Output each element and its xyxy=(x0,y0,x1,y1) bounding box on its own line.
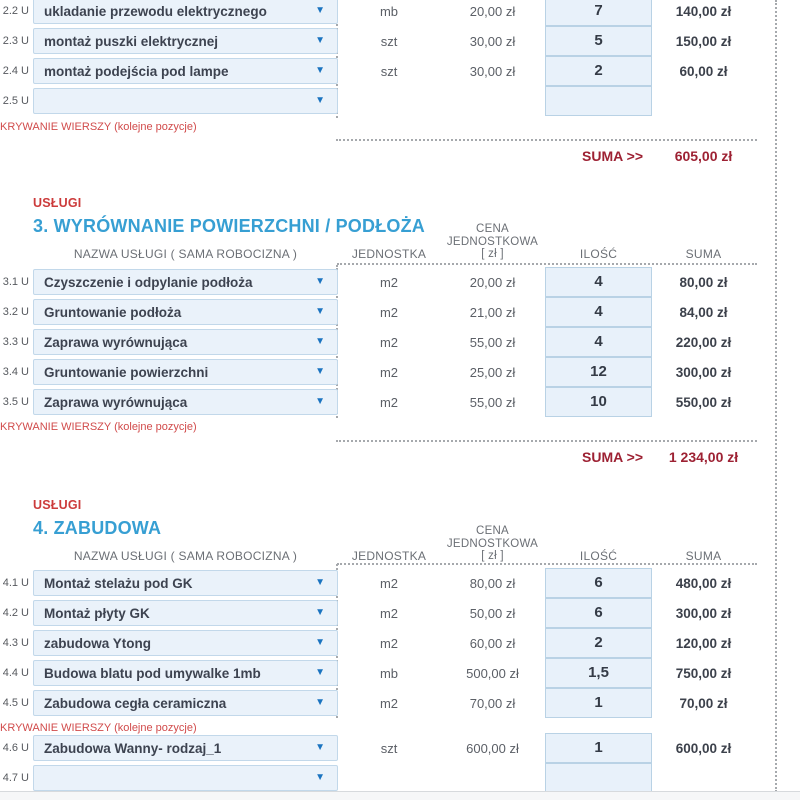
header-quantity: ILOŚĆ xyxy=(579,246,618,261)
header-quantity: ILOŚĆ xyxy=(579,548,618,563)
quantity-input[interactable] xyxy=(545,86,652,116)
table-header-row xyxy=(0,223,755,259)
unit-price-value: 25,00 zł xyxy=(469,364,516,380)
row-number: 4.2 U xyxy=(2,607,29,619)
header-sum: SUMA xyxy=(685,548,722,563)
row-sum-value: 120,00 zł xyxy=(675,635,732,651)
row-number: 3.4 U xyxy=(2,366,29,378)
service-name-label: Gruntowanie powierzchni xyxy=(44,364,209,380)
service-name-label: ukladanie przewodu elektrycznego xyxy=(44,3,267,19)
unit-price-value: 600,00 zł xyxy=(466,740,519,756)
row-sum-value: 60,00 zł xyxy=(679,63,728,79)
table-row xyxy=(0,327,755,357)
row-number: 4.4 U xyxy=(2,667,29,679)
service-name-select[interactable] xyxy=(33,570,338,596)
row-sum-value: 70,00 zł xyxy=(679,695,728,711)
quantity-input[interactable] xyxy=(545,763,652,793)
unit-price-value: 60,00 zł xyxy=(469,635,516,651)
table-row xyxy=(0,733,755,763)
header-unit: JEDNOSTKA xyxy=(351,246,427,261)
header-unit-price-line2: JEDNOSTKOWA xyxy=(446,537,539,550)
service-name-label: montaż podejścia pod lampe xyxy=(44,63,229,79)
unit-price-value: 55,00 zł xyxy=(469,334,516,350)
table-row xyxy=(0,357,755,387)
suma-value: 1 234,00 zł xyxy=(668,449,739,465)
quantity-input[interactable]: 2 xyxy=(545,628,652,658)
suma-label: SUMA >> xyxy=(582,148,643,164)
quantity-input[interactable]: 2 xyxy=(545,56,652,86)
service-name-select[interactable] xyxy=(33,735,338,761)
service-name-label: montaż puszki elektrycznej xyxy=(44,33,219,49)
unit-value: szt xyxy=(380,33,398,49)
bottom-margin-area xyxy=(0,792,800,800)
unit-price-value: 70,00 zł xyxy=(469,695,516,711)
dropdown-arrow-icon: ▼ xyxy=(315,396,325,407)
dropdown-arrow-icon: ▼ xyxy=(315,607,325,618)
quantity-input[interactable]: 4 xyxy=(545,297,652,327)
row-number: 3.2 U xyxy=(2,306,29,318)
row-number: 4.1 U xyxy=(2,577,29,589)
row-number: 3.1 U xyxy=(2,276,29,288)
header-unit-price-line2: JEDNOSTKOWA xyxy=(446,235,539,248)
row-sum-value: 220,00 zł xyxy=(675,334,732,350)
header-unit-price-line3: [ zł ] xyxy=(481,550,504,562)
dropdown-arrow-icon: ▼ xyxy=(315,306,325,317)
unit-value: m2 xyxy=(379,605,399,621)
dropdown-arrow-icon: ▼ xyxy=(315,742,325,753)
service-name-select[interactable] xyxy=(33,600,338,626)
row-sum-value: 80,00 zł xyxy=(679,274,728,290)
service-name-select[interactable] xyxy=(33,359,338,385)
table-row xyxy=(0,763,755,793)
unit-value: m2 xyxy=(379,635,399,651)
dropdown-arrow-icon: ▼ xyxy=(315,336,325,347)
suma-label: SUMA >> xyxy=(582,449,643,465)
section-suma-row xyxy=(0,148,755,165)
dropdown-arrow-icon: ▼ xyxy=(315,95,325,106)
table-row xyxy=(0,267,755,297)
service-name-select[interactable] xyxy=(33,630,338,656)
table-row xyxy=(0,387,755,417)
table-row xyxy=(0,56,755,86)
unit-price-value: 80,00 zł xyxy=(469,575,516,591)
quantity-input[interactable]: 1,5 xyxy=(545,658,652,688)
service-name-select[interactable] xyxy=(33,660,338,686)
service-name-select[interactable] xyxy=(33,269,338,295)
unit-price-value: 20,00 zł xyxy=(469,3,516,19)
hide-rows-link[interactable]: KRYWANIE WIERSZY (kolejne pozycje) xyxy=(0,121,197,133)
row-number: 4.5 U xyxy=(2,697,29,709)
extra-rows-group xyxy=(0,733,755,793)
quantity-input[interactable]: 4 xyxy=(545,327,652,357)
dropdown-arrow-icon: ▼ xyxy=(315,276,325,287)
unit-price-value: 500,00 zł xyxy=(466,665,519,681)
dropdown-arrow-icon: ▼ xyxy=(315,65,325,76)
row-number: 3.5 U xyxy=(2,396,29,408)
rows-group xyxy=(0,568,755,718)
header-sum: SUMA xyxy=(685,246,722,261)
unit-value: m2 xyxy=(379,394,399,410)
unit-value: szt xyxy=(380,740,398,756)
service-name-select[interactable] xyxy=(33,0,338,24)
service-name-label: Montaż stelażu pod GK xyxy=(44,575,193,591)
table-row xyxy=(0,568,755,598)
dashed-line-under-headers-3 xyxy=(337,263,757,265)
header-spacer xyxy=(0,261,33,262)
service-name-select[interactable] xyxy=(33,765,338,791)
unit-price-value: 55,00 zł xyxy=(469,394,516,410)
row-number: 2.2 U xyxy=(2,5,29,17)
service-name-select[interactable] xyxy=(33,389,338,415)
unit-value: m2 xyxy=(379,695,399,711)
quantity-input[interactable]: 6 xyxy=(545,568,652,598)
table-row xyxy=(0,26,755,56)
section-title: 4. ZABUDOWA xyxy=(33,518,162,538)
row-sum-value: 480,00 zł xyxy=(675,575,732,591)
header-unit-price-line1: CENA xyxy=(476,223,509,235)
section-category-label: USŁUGI xyxy=(33,498,82,512)
row-number: 4.6 U xyxy=(2,742,29,754)
row-sum-value: 300,00 zł xyxy=(675,605,732,621)
unit-price-value: 20,00 zł xyxy=(469,274,516,290)
rows-group xyxy=(0,0,755,116)
service-name-label: Montaż płyty GK xyxy=(44,605,150,621)
suma-value: 605,00 zł xyxy=(674,148,733,164)
section-category-label: USŁUGI xyxy=(33,196,82,210)
rows-group xyxy=(0,267,755,417)
quantity-input[interactable]: 12 xyxy=(545,357,652,387)
table-header-row xyxy=(0,525,755,561)
service-name-select[interactable] xyxy=(33,28,338,54)
dropdown-arrow-icon: ▼ xyxy=(315,366,325,377)
row-sum-value: 600,00 zł xyxy=(675,740,732,756)
service-name-select[interactable] xyxy=(33,299,338,325)
row-sum-value: 150,00 zł xyxy=(675,33,732,49)
unit-price-value: 30,00 zł xyxy=(469,63,516,79)
row-number: 2.4 U xyxy=(2,65,29,77)
table-row xyxy=(0,628,755,658)
row-number: 4.7 U xyxy=(2,772,29,784)
quantity-input[interactable]: 1 xyxy=(545,688,652,718)
bottom-divider-line xyxy=(0,791,800,792)
row-sum-value: 140,00 zł xyxy=(675,3,732,19)
unit-price-value: 50,00 zł xyxy=(469,605,516,621)
header-unit: JEDNOSTKA xyxy=(351,548,427,563)
quantity-input[interactable]: 6 xyxy=(545,598,652,628)
row-sum-value: 750,00 zł xyxy=(675,665,732,681)
table-row xyxy=(0,688,755,718)
dropdown-arrow-icon: ▼ xyxy=(315,637,325,648)
unit-value: m2 xyxy=(379,364,399,380)
service-name-label: Budowa blatu pod umywalke 1mb xyxy=(44,665,261,681)
service-name-label: zabudowa Ytong xyxy=(44,635,151,651)
row-number: 2.5 U xyxy=(2,95,29,107)
service-name-label: Gruntowanie podłoża xyxy=(44,304,182,320)
table-row xyxy=(0,297,755,327)
service-name-label: Czyszczenie i odpylanie podłoża xyxy=(44,274,253,290)
dashed-line-above-suma-3 xyxy=(336,440,757,442)
service-name-label: Zabudowa Wanny- rodzaj_1 xyxy=(44,740,222,756)
service-name-select[interactable] xyxy=(33,88,338,114)
unit-value: m2 xyxy=(379,334,399,350)
dropdown-arrow-icon: ▼ xyxy=(315,697,325,708)
header-service-name: NAZWA USŁUGI ( SAMA ROBOCIZNA ) xyxy=(73,246,298,261)
dashed-border-right xyxy=(775,0,777,792)
row-sum-value: 84,00 zł xyxy=(679,304,728,320)
row-number: 2.3 U xyxy=(2,35,29,47)
unit-price-value: 30,00 zł xyxy=(469,33,516,49)
service-name-select[interactable] xyxy=(33,329,338,355)
service-name-label: Zaprawa wyrównująca xyxy=(44,334,188,350)
header-unit-price-line3: [ zł ] xyxy=(481,248,504,260)
hide-rows-link[interactable]: KRYWANIE WIERSZY (kolejne pozycje) xyxy=(0,421,197,433)
dropdown-arrow-icon: ▼ xyxy=(315,5,325,16)
dashed-line-above-suma-2 xyxy=(336,139,757,141)
header-unit-price xyxy=(440,223,545,262)
table-row xyxy=(0,598,755,628)
section-title: 3. WYRÓWNANIE POWIERZCHNI / PODŁOŻA xyxy=(33,216,425,236)
dropdown-arrow-icon: ▼ xyxy=(315,772,325,783)
service-name-select[interactable] xyxy=(33,690,338,716)
quantity-input[interactable]: 10 xyxy=(545,387,652,417)
row-number: 4.3 U xyxy=(2,637,29,649)
unit-value: mb xyxy=(379,3,399,19)
quantity-input[interactable]: 4 xyxy=(545,267,652,297)
dropdown-arrow-icon: ▼ xyxy=(315,667,325,678)
service-name-select[interactable] xyxy=(33,58,338,84)
dropdown-arrow-icon: ▼ xyxy=(315,577,325,588)
unit-value: szt xyxy=(380,63,398,79)
header-unit-price-line1: CENA xyxy=(476,525,509,537)
table-row xyxy=(0,0,755,26)
table-row xyxy=(0,658,755,688)
unit-value: m2 xyxy=(379,575,399,591)
table-row xyxy=(0,86,755,116)
unit-price-value: 21,00 zł xyxy=(469,304,516,320)
header-unit-price xyxy=(440,525,545,564)
hide-rows-link[interactable]: KRYWANIE WIERSZY (kolejne pozycje) xyxy=(0,722,197,734)
unit-value: mb xyxy=(379,665,399,681)
quantity-input[interactable]: 5 xyxy=(545,26,652,56)
quantity-input[interactable]: 1 xyxy=(545,733,652,763)
unit-value: m2 xyxy=(379,274,399,290)
row-sum-value: 300,00 zł xyxy=(675,364,732,380)
section-suma-row xyxy=(0,449,755,466)
row-sum-value: 550,00 zł xyxy=(675,394,732,410)
header-service-name: NAZWA USŁUGI ( SAMA ROBOCIZNA ) xyxy=(73,548,298,563)
unit-value: m2 xyxy=(379,304,399,320)
quantity-input[interactable]: 7 xyxy=(545,0,652,26)
header-spacer xyxy=(0,563,33,564)
row-number: 3.3 U xyxy=(2,336,29,348)
dropdown-arrow-icon: ▼ xyxy=(315,35,325,46)
service-name-label: Zabudowa cegła ceramiczna xyxy=(44,695,227,711)
service-name-label: Zaprawa wyrównująca xyxy=(44,394,188,410)
